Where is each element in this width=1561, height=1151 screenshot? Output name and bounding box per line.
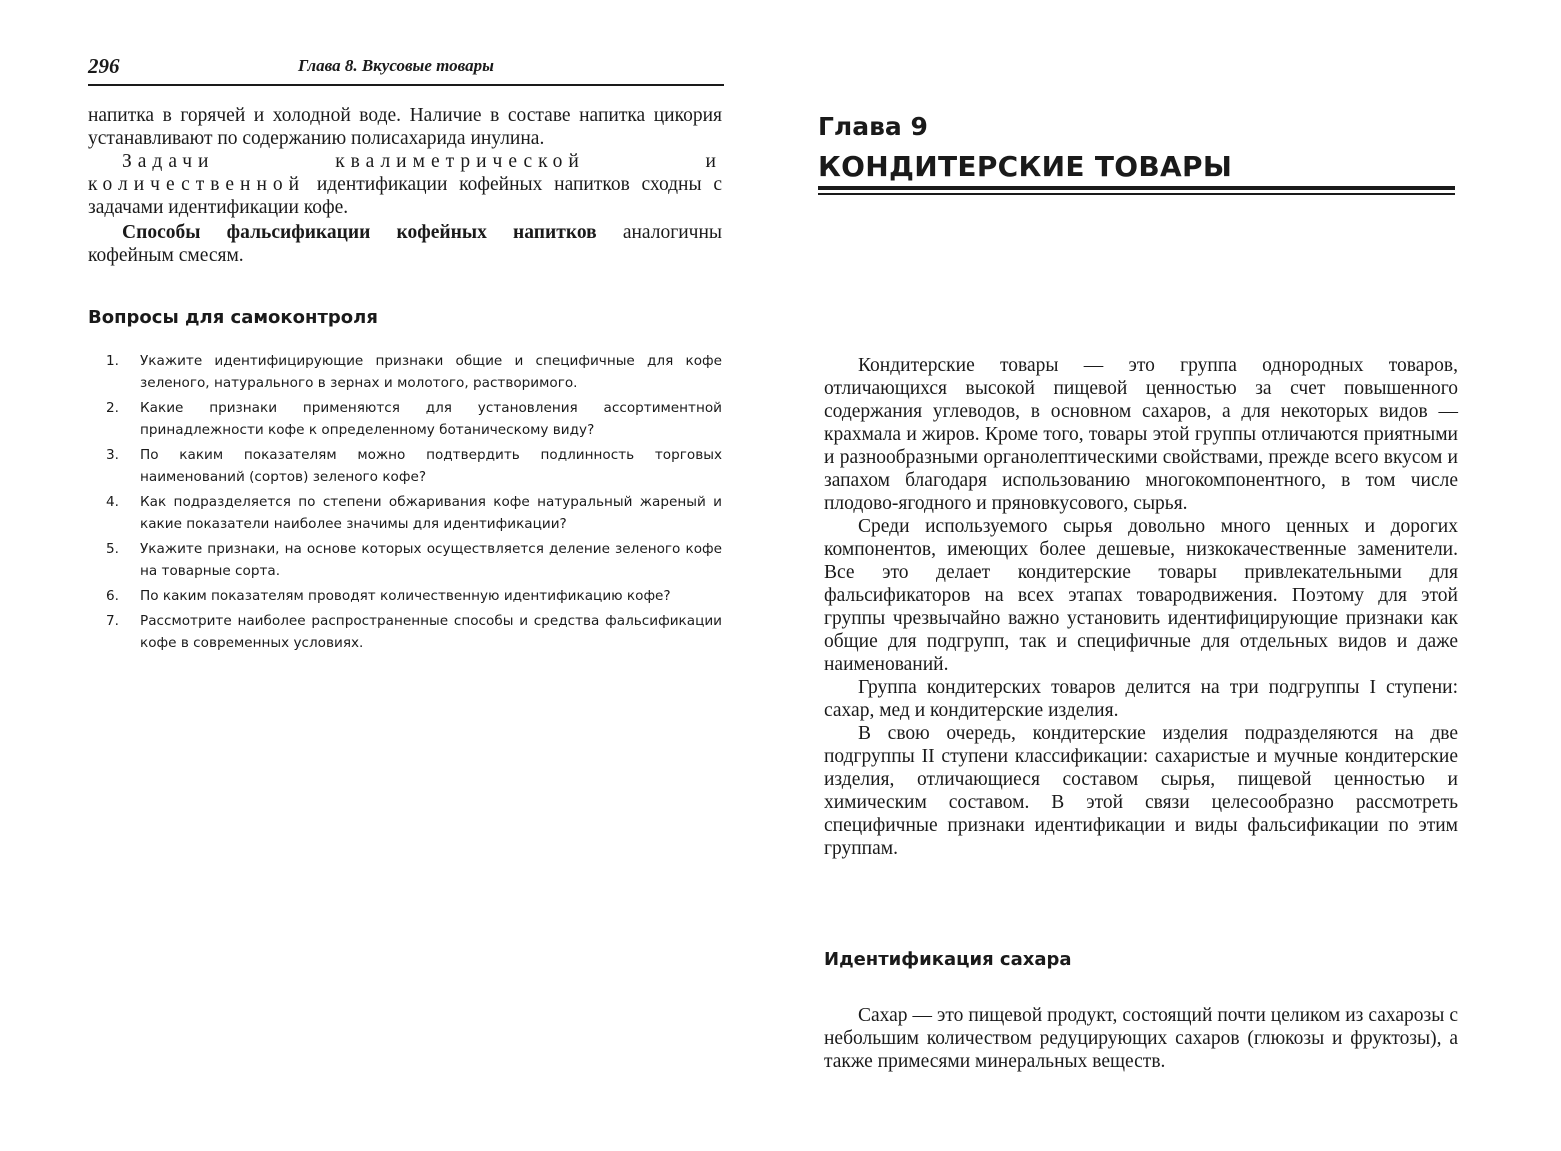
paragraph: В свою очередь, кондитерские изделия подразделяются на две подгруппы II ступени классификации: сахаристые и мучные кондитерские изделия, отличающиеся составом сырья, пищевой ценностью и химическим составом. В этой связи целесообразно рассмотреть специфичные признаки идентификации и виды фальсификации по этим группам. [824,723,1458,859]
question-text: Какие признаки применяются для установления ассортиментной принадлежности кофе к определенному ботаническому виду? [140,400,722,438]
right-page [818,0,1458,1151]
paragraph: Кондитерские товары — это группа однородных товаров, отличающихся высокой пищевой ценностью за счет повышенного содержания углеводов, в основном сахаров, а для некоторых видов — крахмала и жиров. Кроме того, товары этой группы отличаются приятными и разнообразными органолептическими свойствами, прежде всего вкусом и запахом благодаря использованию многокомпонентного, в том числе плодово-ягодного и пряновкусового, сырья. [824,355,1458,514]
left-page [88,0,724,1151]
section-body-text [824,1004,1458,1073]
paragraph: Среди используемого сырья довольно много ценных и дорогих компонентов, имеющих более дешевые, низкокачественные заменители. Все это делает кондитерские товары привлекательными для фальсификаторов на всех этапах товародвижения. Поэтому для этой группы чрезвычайно важно установить идентифицирующие признаки как общие для подгрупп, так и специфичные для отдельных видов и даже наименований. [824,516,1458,675]
question-text: Укажите признаки, на основе которых осуществляется деление зеленого кофе на товарные сорта. [140,541,722,579]
paragraph-text: напитка в горячей и холодной воде. Наличие в составе напитка цикория устанавливают по содержанию полисахарида инулина. [88,105,722,149]
list-item [106,585,722,607]
question-text: Рассмотрите наиболее распространенные способы и средства фальсификации кофе в современных условиях. [140,613,722,651]
paragraph-text: аналогичны кофейным смесям. [88,222,722,266]
left-body-text [88,104,722,267]
question-number: 5. [106,541,119,557]
questions-heading: Вопросы для самоконтроля [88,307,378,328]
paragraph [88,150,722,219]
chapter-label: Глава 9 [818,112,928,141]
section-heading: Идентификация сахара [824,949,1072,970]
list-item [106,444,722,488]
paragraph [88,104,722,150]
question-number: 3. [106,447,119,463]
question-text: Как подразделяется по степени обжаривания кофе натуральный жареный и какие показатели наиболее значимы для идентификации? [140,494,722,532]
list-item [106,538,722,582]
paragraph-text: идентификации кофейных напитков сходны с задачами идентификации кофе. [88,174,722,218]
paragraph [88,221,722,267]
list-item [106,397,722,441]
question-text: По каким показателям можно подтвердить подлинность торговых наименований (сортов) зеленого кофе? [140,447,722,485]
question-text: По каким показателям проводят количественную идентификацию кофе? [140,588,671,604]
list-item [106,491,722,535]
list-item [106,350,722,394]
paragraph: Группа кондитерских товаров делится на три подгруппы I ступени: сахар, мед и кондитерские изделия. [824,677,1458,721]
question-number: 2. [106,400,119,416]
running-head [88,52,724,86]
question-number: 6. [106,588,119,604]
question-number: 1. [106,353,119,369]
bold-emphasis: Способы фальсификации кофейных напитков [122,222,597,243]
page-number: 296 [88,54,120,78]
question-text: Укажите идентифицирующие признаки общие и специфичные для кофе зеленого, натурального в зернах и молотого, растворимого. [140,353,722,391]
paragraph: Сахар — это пищевой продукт, состоящий почти целиком из сахарозы с небольшим количеством редуцирующих сахаров (глюкозы и фруктозы), а также примесями минеральных веществ. [824,1005,1458,1072]
chapter-rule-thin [818,193,1455,195]
questions-list [106,350,722,657]
chapter-title: КОНДИТЕРСКИЕ ТОВАРЫ [818,150,1233,183]
right-body-text [824,354,1458,860]
list-item [106,610,722,654]
question-number: 4. [106,494,119,510]
spaced-emphasis: Задачи квалиметрической и количественной [88,151,722,195]
running-title: Глава 8. Вкусовые товары [298,56,494,75]
question-number: 7. [106,613,119,629]
chapter-rule-thick [818,186,1455,190]
